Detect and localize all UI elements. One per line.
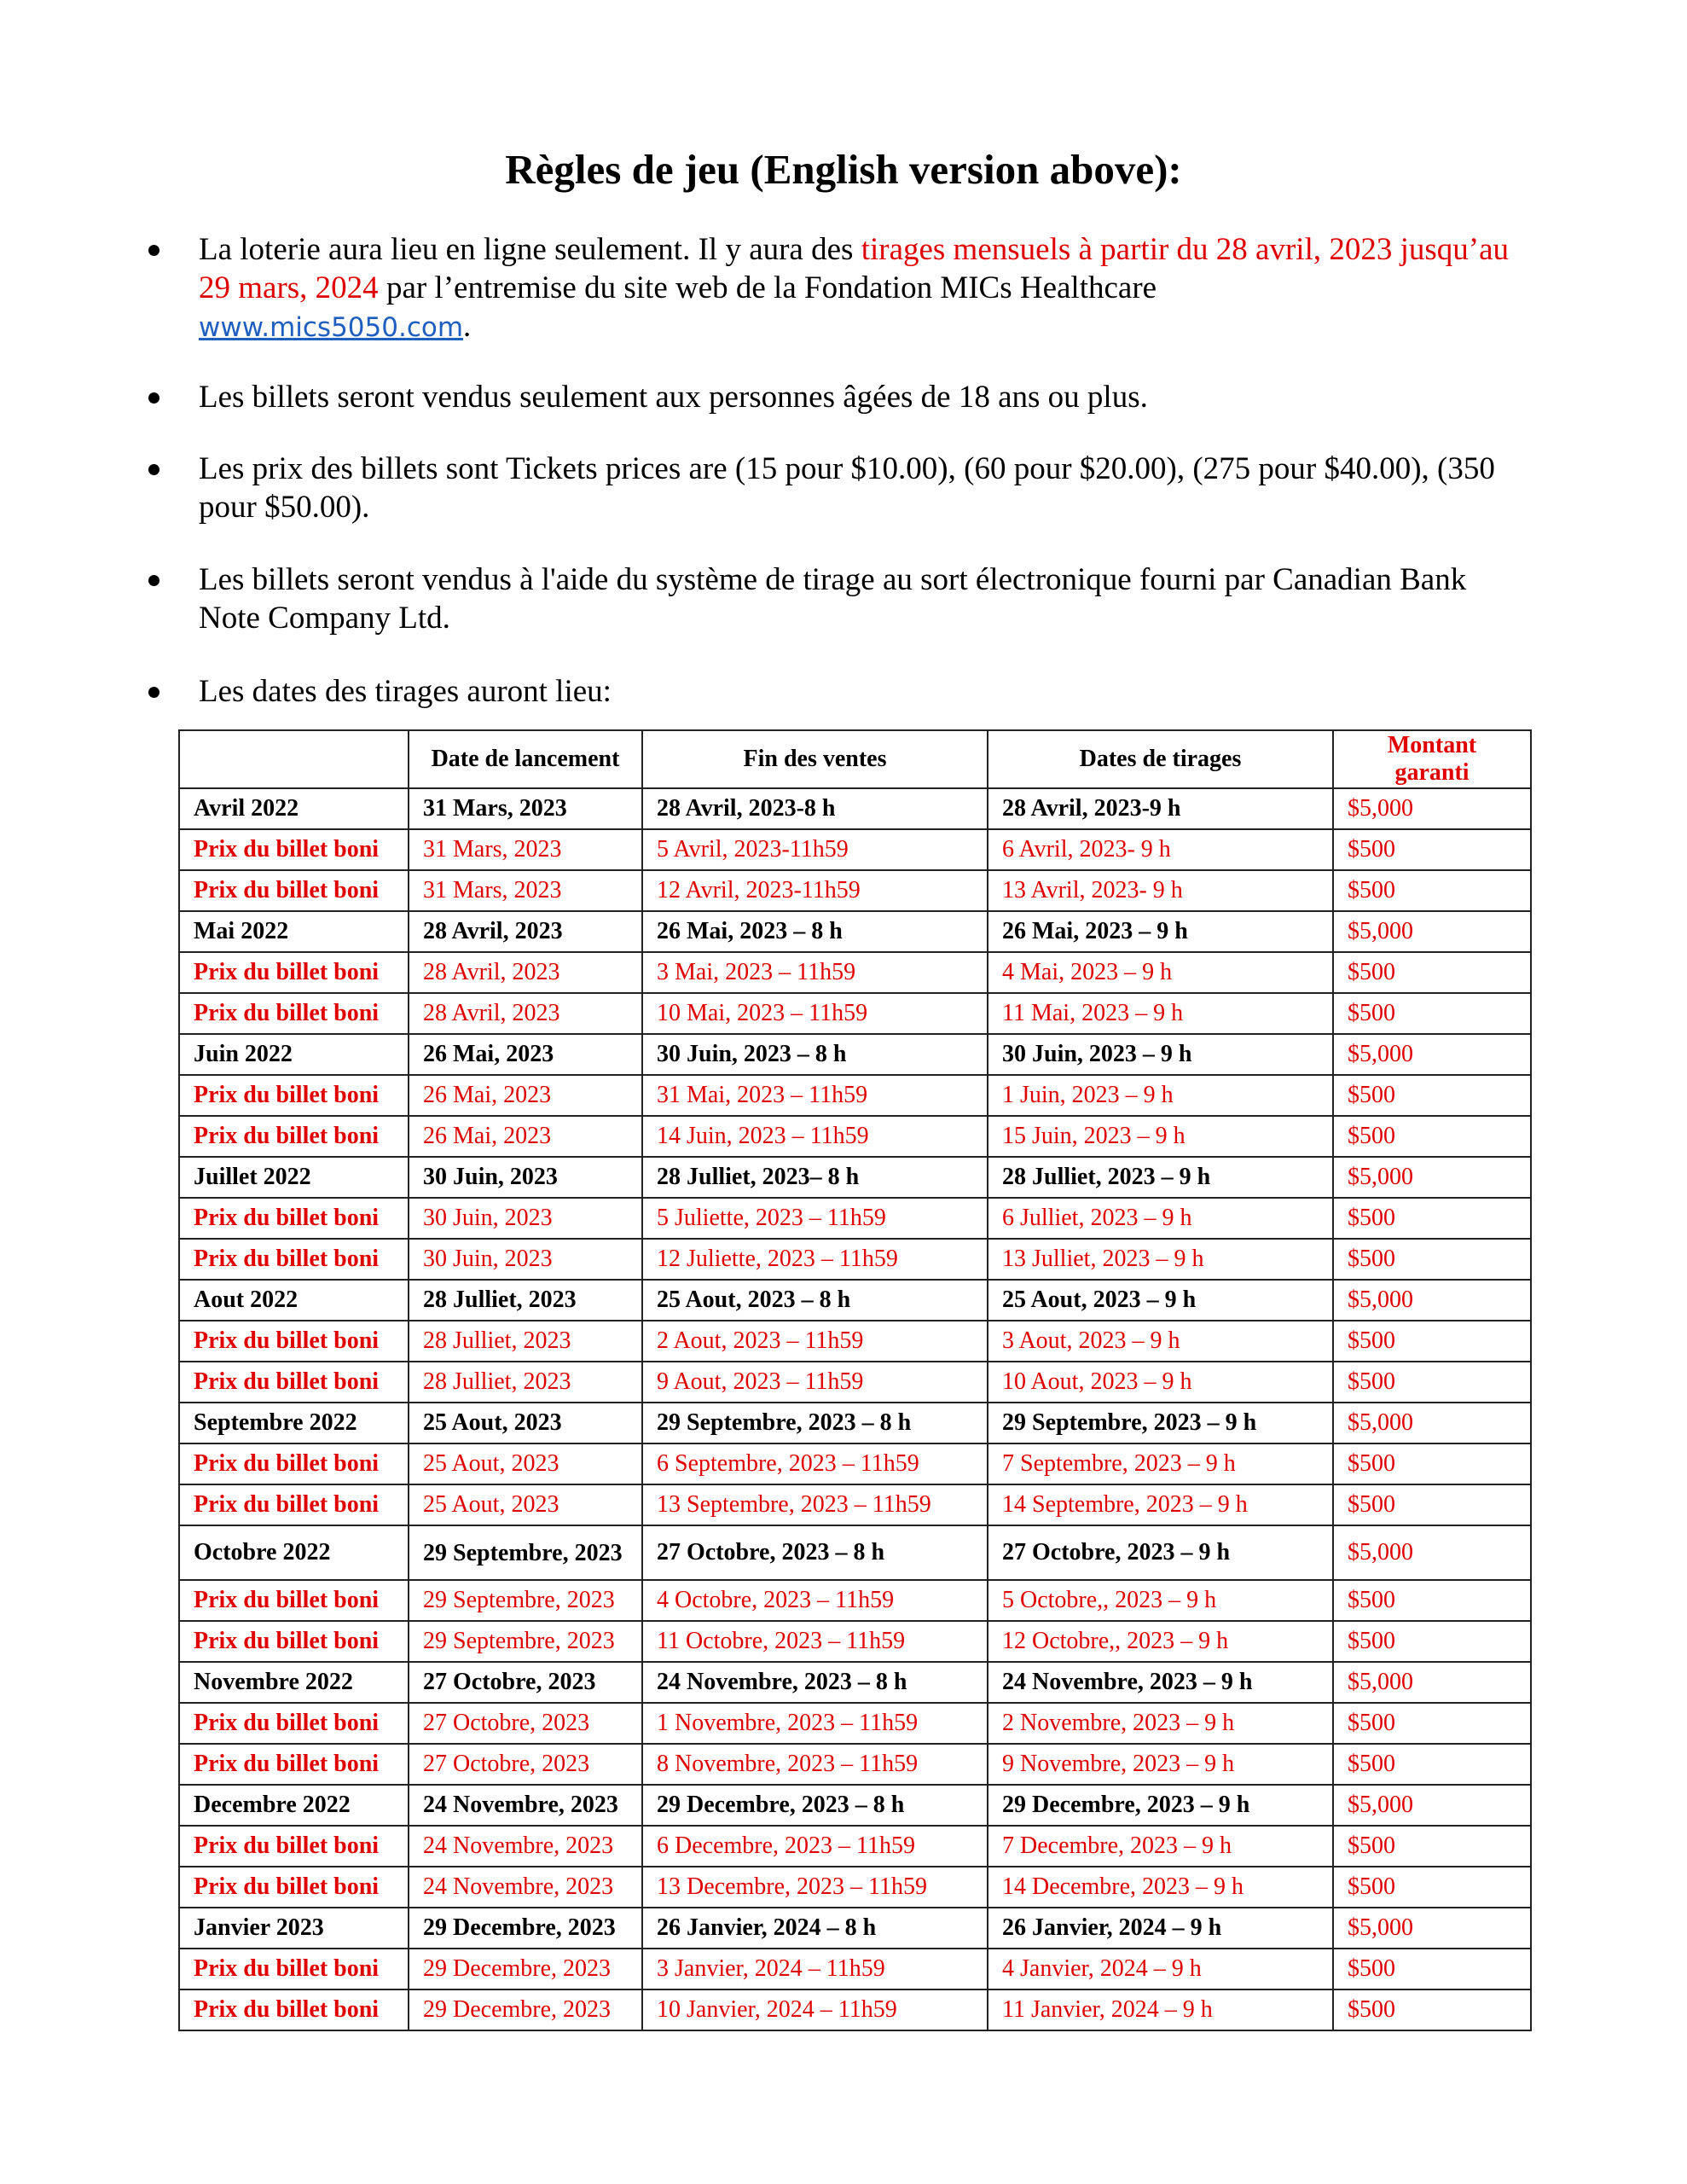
monthly-draw-row <box>179 1525 1531 1580</box>
monthly-draw-row <box>179 1157 1531 1198</box>
bonus-draw-row <box>179 1826 1531 1867</box>
amount-cell: $5,000 <box>1333 1525 1531 1580</box>
bonus-draw-row <box>179 993 1531 1034</box>
launch-date-cell: 31 Mars, 2023 <box>409 788 642 829</box>
sales-end-cell: 27 Octobre, 2023 – 8 h <box>642 1525 988 1580</box>
period-cell: Prix du billet boni <box>179 870 409 911</box>
sales-end-cell: 1 Novembre, 2023 – 11h59 <box>642 1703 988 1744</box>
launch-date-cell: 27 Octobre, 2023 <box>409 1662 642 1703</box>
rule-text-start: La loterie aura lieu en ligne seulement. Il y aura des <box>199 232 861 267</box>
bonus-draw-row <box>179 1744 1531 1785</box>
bonus-draw-row <box>179 1867 1531 1908</box>
launch-date-cell: 26 Mai, 2023 <box>409 1034 642 1075</box>
monthly-draw-row <box>179 1280 1531 1321</box>
draw-date-cell: 13 Julliet, 2023 – 9 h <box>988 1239 1333 1280</box>
amount-cell: $500 <box>1333 1239 1531 1280</box>
period-cell: Juin 2022 <box>179 1034 409 1075</box>
amount-cell: $5,000 <box>1333 788 1531 829</box>
amount-cell: $5,000 <box>1333 1785 1531 1826</box>
amount-cell: $500 <box>1333 829 1531 870</box>
draw-date-cell: 6 Julliet, 2023 – 9 h <box>988 1198 1333 1239</box>
website-link[interactable]: www.mics5050.com <box>199 312 464 343</box>
launch-date-cell: 30 Juin, 2023 <box>409 1239 642 1280</box>
bonus-draw-row <box>179 1075 1531 1116</box>
draw-date-cell: 26 Mai, 2023 – 9 h <box>988 911 1333 952</box>
bullet-icon <box>148 464 159 475</box>
rule-text: Les billets seront vendus seulement aux personnes âgées de 18 ans ou plus. <box>199 380 1148 415</box>
draw-date-cell: 24 Novembre, 2023 – 9 h <box>988 1662 1333 1703</box>
launch-date-cell: 24 Novembre, 2023 <box>409 1826 642 1867</box>
bullet-icon <box>148 392 159 404</box>
sales-end-cell: 6 Septembre, 2023 – 11h59 <box>642 1443 988 1484</box>
header-sales-end: Fin des ventes <box>642 730 988 788</box>
draw-date-cell: 27 Octobre, 2023 – 9 h <box>988 1525 1333 1580</box>
monthly-draw-row <box>179 1785 1531 1826</box>
launch-date-cell: 24 Novembre, 2023 <box>409 1867 642 1908</box>
period-cell: Prix du billet boni <box>179 1075 409 1116</box>
header-draw-date: Dates de tirages <box>988 730 1333 788</box>
amount-cell: $500 <box>1333 1744 1531 1785</box>
draw-date-cell: 6 Avril, 2023- 9 h <box>988 829 1333 870</box>
rule-text-end: par l’entremise du site web de la Fondation MICs Healthcare <box>378 270 1157 305</box>
monthly-draw-row <box>179 1403 1531 1443</box>
launch-date-cell: 26 Mai, 2023 <box>409 1075 642 1116</box>
period-cell: Prix du billet boni <box>179 1949 409 1989</box>
launch-date-cell: 28 Avril, 2023 <box>409 911 642 952</box>
amount-cell: $500 <box>1333 1198 1531 1239</box>
sales-end-cell: 25 Aout, 2023 – 8 h <box>642 1280 988 1321</box>
bonus-draw-row <box>179 1198 1531 1239</box>
launch-date-cell: 28 Julliet, 2023 <box>409 1321 642 1362</box>
amount-cell: $5,000 <box>1333 1280 1531 1321</box>
draw-date-cell: 15 Juin, 2023 – 9 h <box>988 1116 1333 1157</box>
launch-date-cell: 28 Avril, 2023 <box>409 952 642 993</box>
amount-cell: $500 <box>1333 993 1531 1034</box>
sales-end-cell: 6 Decembre, 2023 – 11h59 <box>642 1826 988 1867</box>
draw-date-cell: 7 Septembre, 2023 – 9 h <box>988 1443 1333 1484</box>
sales-end-cell: 2 Aout, 2023 – 11h59 <box>642 1321 988 1362</box>
sales-end-cell: 3 Mai, 2023 – 11h59 <box>642 952 988 993</box>
launch-date-cell: 28 Avril, 2023 <box>409 993 642 1034</box>
amount-cell: $500 <box>1333 1949 1531 1989</box>
draw-date-cell: 9 Novembre, 2023 – 9 h <box>988 1744 1333 1785</box>
bonus-draw-row <box>179 1443 1531 1484</box>
sales-end-cell: 5 Avril, 2023-11h59 <box>642 829 988 870</box>
bonus-draw-row <box>179 1949 1531 1989</box>
sales-end-cell: 10 Mai, 2023 – 11h59 <box>642 993 988 1034</box>
amount-cell: $500 <box>1333 952 1531 993</box>
period-cell: Prix du billet boni <box>179 1239 409 1280</box>
amount-cell: $500 <box>1333 1075 1531 1116</box>
sales-end-cell: 3 Janvier, 2024 – 11h59 <box>642 1949 988 1989</box>
draw-date-cell: 14 Septembre, 2023 – 9 h <box>988 1484 1333 1525</box>
launch-date-cell: 28 Julliet, 2023 <box>409 1280 642 1321</box>
period-cell: Prix du billet boni <box>179 1826 409 1867</box>
period-cell: Janvier 2023 <box>179 1908 409 1949</box>
amount-cell: $500 <box>1333 1484 1531 1525</box>
sales-end-cell: 26 Janvier, 2024 – 8 h <box>642 1908 988 1949</box>
amount-cell: $5,000 <box>1333 1034 1531 1075</box>
launch-date-cell: 26 Mai, 2023 <box>409 1116 642 1157</box>
amount-cell: $500 <box>1333 1116 1531 1157</box>
sales-end-cell: 26 Mai, 2023 – 8 h <box>642 911 988 952</box>
bonus-draw-row <box>179 829 1531 870</box>
monthly-draw-row <box>179 1662 1531 1703</box>
sales-end-cell: 8 Novembre, 2023 – 11h59 <box>642 1744 988 1785</box>
sales-end-cell: 29 Septembre, 2023 – 8 h <box>642 1403 988 1443</box>
draw-date-cell: 3 Aout, 2023 – 9 h <box>988 1321 1333 1362</box>
launch-date-cell: 29 Septembre, 2023 <box>409 1621 642 1662</box>
draw-date-cell: 29 Decembre, 2023 – 9 h <box>988 1785 1333 1826</box>
draw-date-cell: 5 Octobre,, 2023 – 9 h <box>988 1580 1333 1621</box>
period-cell: Decembre 2022 <box>179 1785 409 1826</box>
amount-cell: $500 <box>1333 1580 1531 1621</box>
period-cell: Prix du billet boni <box>179 1867 409 1908</box>
draw-date-cell: 14 Decembre, 2023 – 9 h <box>988 1867 1333 1908</box>
header-launch-date: Date de lancement <box>409 730 642 788</box>
period-cell: Prix du billet boni <box>179 1621 409 1662</box>
period-cell: Prix du billet boni <box>179 829 409 870</box>
amount-cell: $500 <box>1333 1867 1531 1908</box>
launch-date-cell: 25 Aout, 2023 <box>409 1443 642 1484</box>
period-cell: Prix du billet boni <box>179 1580 409 1621</box>
header-period <box>179 730 409 788</box>
period-cell: Novembre 2022 <box>179 1662 409 1703</box>
bonus-draw-row <box>179 1989 1531 2030</box>
sales-end-cell: 11 Octobre, 2023 – 11h59 <box>642 1621 988 1662</box>
launch-date-cell: 29 Decembre, 2023 <box>409 1949 642 1989</box>
amount-cell: $5,000 <box>1333 1403 1531 1443</box>
draw-date-cell: 26 Janvier, 2024 – 9 h <box>988 1908 1333 1949</box>
rule-text: Les prix des billets sont Tickets prices are (15 pour $10.00), (60 pour $20.00), (275 pour $40.00), (350 pour $50.00). <box>199 451 1495 525</box>
rule-text: Les dates des tirages auront lieu: <box>199 674 612 709</box>
bullet-icon <box>148 245 159 256</box>
launch-date-cell: 25 Aout, 2023 <box>409 1403 642 1443</box>
period-cell: Prix du billet boni <box>179 1744 409 1785</box>
launch-date-cell: 27 Octobre, 2023 <box>409 1744 642 1785</box>
bonus-draw-row <box>179 870 1531 911</box>
sales-end-cell: 28 Julliet, 2023– 8 h <box>642 1157 988 1198</box>
launch-date-cell: 30 Juin, 2023 <box>409 1198 642 1239</box>
amount-cell: $500 <box>1333 1321 1531 1362</box>
draw-date-cell: 28 Avril, 2023-9 h <box>988 788 1333 829</box>
sales-end-cell: 13 Septembre, 2023 – 11h59 <box>642 1484 988 1525</box>
period-cell: Prix du billet boni <box>179 1198 409 1239</box>
period-cell: Prix du billet boni <box>179 1321 409 1362</box>
rule-text: Les billets seront vendus à l'aide du système de tirage au sort électronique fourni par Canadian Bank Note Company Ltd. <box>199 562 1467 636</box>
sales-end-cell: 29 Decembre, 2023 – 8 h <box>642 1785 988 1826</box>
bonus-draw-row <box>179 1484 1531 1525</box>
sales-end-cell: 10 Janvier, 2024 – 11h59 <box>642 1989 988 2030</box>
sales-end-cell: 4 Octobre, 2023 – 11h59 <box>642 1580 988 1621</box>
period-cell: Prix du billet boni <box>179 1989 409 2030</box>
period-cell: Prix du billet boni <box>179 993 409 1034</box>
period-cell: Prix du billet boni <box>179 1116 409 1157</box>
bonus-draw-row <box>179 952 1531 993</box>
bonus-draw-row <box>179 1362 1531 1403</box>
launch-date-cell: 29 Decembre, 2023 <box>409 1989 642 2030</box>
draw-date-cell: 10 Aout, 2023 – 9 h <box>988 1362 1333 1403</box>
bonus-draw-row <box>179 1239 1531 1280</box>
rule-text-period: . <box>463 309 472 344</box>
sales-end-cell: 30 Juin, 2023 – 8 h <box>642 1034 988 1075</box>
amount-cell: $5,000 <box>1333 1908 1531 1949</box>
period-cell: Prix du billet boni <box>179 1443 409 1484</box>
sales-end-cell: 12 Juliette, 2023 – 11h59 <box>642 1239 988 1280</box>
bonus-draw-row <box>179 1621 1531 1662</box>
bonus-draw-row <box>179 1116 1531 1157</box>
launch-date-cell: 30 Juin, 2023 <box>409 1157 642 1198</box>
period-cell: Juillet 2022 <box>179 1157 409 1198</box>
draw-period-highlight: tirages mensuels à partir du 28 avril, 2023 jusqu’au 29 mars, 2024 <box>199 232 1510 305</box>
monthly-draw-row <box>179 1034 1531 1075</box>
draw-date-cell: 28 Julliet, 2023 – 9 h <box>988 1157 1333 1198</box>
draw-date-cell: 1 Juin, 2023 – 9 h <box>988 1075 1333 1116</box>
rule-text <box>199 230 1529 347</box>
sales-end-cell: 24 Novembre, 2023 – 8 h <box>642 1662 988 1703</box>
period-cell: Mai 2022 <box>179 911 409 952</box>
sales-end-cell: 28 Avril, 2023-8 h <box>642 788 988 829</box>
period-cell: Avril 2022 <box>179 788 409 829</box>
amount-cell: $500 <box>1333 1362 1531 1403</box>
sales-end-cell: 12 Avril, 2023-11h59 <box>642 870 988 911</box>
period-cell: Septembre 2022 <box>179 1403 409 1443</box>
period-cell: Prix du billet boni <box>179 952 409 993</box>
launch-date-cell: 29 Septembre, 2023 <box>409 1525 642 1580</box>
bullet-icon <box>148 575 159 586</box>
launch-date-cell: 29 Septembre, 2023 <box>409 1580 642 1621</box>
monthly-draw-row <box>179 788 1531 829</box>
period-cell: Aout 2022 <box>179 1280 409 1321</box>
draw-date-cell: 4 Mai, 2023 – 9 h <box>988 952 1333 993</box>
amount-cell: $5,000 <box>1333 1157 1531 1198</box>
draw-date-cell: 4 Janvier, 2024 – 9 h <box>988 1949 1333 1989</box>
draw-date-cell: 11 Mai, 2023 – 9 h <box>988 993 1333 1034</box>
draw-date-cell: 25 Aout, 2023 – 9 h <box>988 1280 1333 1321</box>
sales-end-cell: 5 Juliette, 2023 – 11h59 <box>642 1198 988 1239</box>
amount-cell: $500 <box>1333 870 1531 911</box>
amount-cell: $5,000 <box>1333 911 1531 952</box>
launch-date-cell: 27 Octobre, 2023 <box>409 1703 642 1744</box>
page-title: Règles de jeu (English version above): <box>505 146 1182 193</box>
table-body <box>179 788 1531 2030</box>
launch-date-cell: 28 Julliet, 2023 <box>409 1362 642 1403</box>
amount-cell: $500 <box>1333 1989 1531 2030</box>
launch-date-cell: 31 Mars, 2023 <box>409 829 642 870</box>
bonus-draw-row <box>179 1321 1531 1362</box>
monthly-draw-row <box>179 1908 1531 1949</box>
draw-date-cell: 13 Avril, 2023- 9 h <box>988 870 1333 911</box>
launch-date-cell: 24 Novembre, 2023 <box>409 1785 642 1826</box>
table-header-row <box>179 730 1531 788</box>
period-cell: Prix du billet boni <box>179 1703 409 1744</box>
bonus-draw-row <box>179 1703 1531 1744</box>
amount-cell: $500 <box>1333 1703 1531 1744</box>
amount-cell: $500 <box>1333 1826 1531 1867</box>
draw-date-cell: 12 Octobre,, 2023 – 9 h <box>988 1621 1333 1662</box>
monthly-draw-row <box>179 911 1531 952</box>
amount-cell: $5,000 <box>1333 1662 1531 1703</box>
amount-cell: $500 <box>1333 1443 1531 1484</box>
sales-end-cell: 31 Mai, 2023 – 11h59 <box>642 1075 988 1116</box>
draw-date-cell: 7 Decembre, 2023 – 9 h <box>988 1826 1333 1867</box>
sales-end-cell: 13 Decembre, 2023 – 11h59 <box>642 1867 988 1908</box>
header-guaranteed-amount: Montant garanti <box>1333 730 1531 788</box>
period-cell: Prix du billet boni <box>179 1484 409 1525</box>
launch-date-cell: 31 Mars, 2023 <box>409 870 642 911</box>
period-cell: Octobre 2022 <box>179 1525 409 1580</box>
draw-schedule-table <box>178 729 1532 2031</box>
draw-date-cell: 29 Septembre, 2023 – 9 h <box>988 1403 1333 1443</box>
amount-cell: $500 <box>1333 1621 1531 1662</box>
launch-date-cell: 29 Decembre, 2023 <box>409 1908 642 1949</box>
launch-date-cell: 25 Aout, 2023 <box>409 1484 642 1525</box>
draw-date-cell: 11 Janvier, 2024 – 9 h <box>988 1989 1333 2030</box>
bonus-draw-row <box>179 1580 1531 1621</box>
draw-date-cell: 30 Juin, 2023 – 9 h <box>988 1034 1333 1075</box>
sales-end-cell: 14 Juin, 2023 – 11h59 <box>642 1116 988 1157</box>
sales-end-cell: 9 Aout, 2023 – 11h59 <box>642 1362 988 1403</box>
bullet-icon <box>148 687 159 698</box>
period-cell: Prix du billet boni <box>179 1362 409 1403</box>
draw-date-cell: 2 Novembre, 2023 – 9 h <box>988 1703 1333 1744</box>
